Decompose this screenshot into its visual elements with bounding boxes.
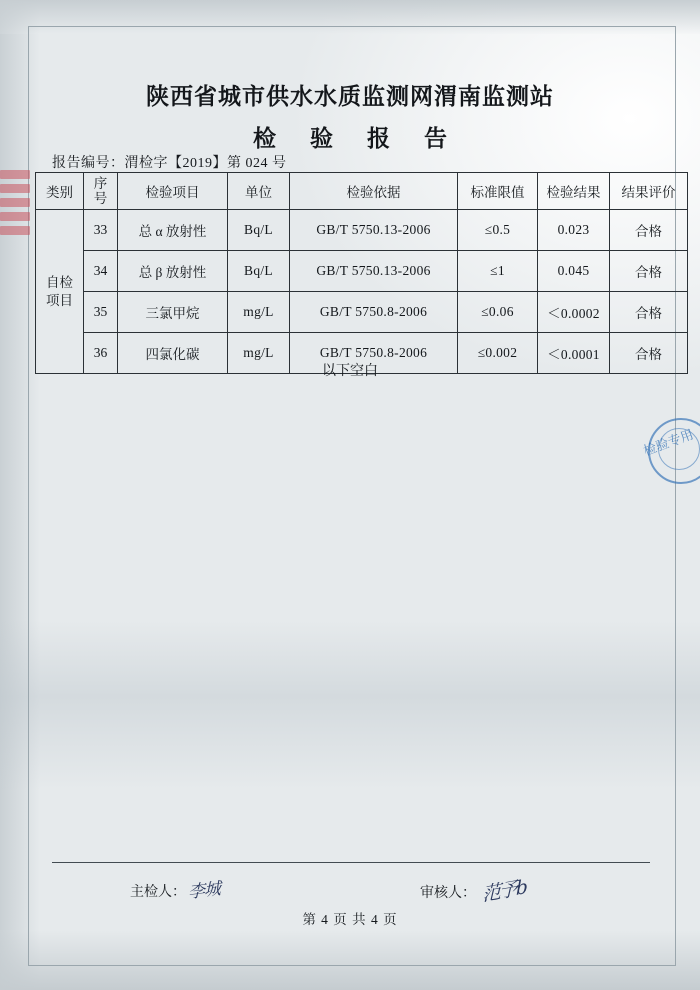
row-basis: GB/T 5750.8-2006 — [290, 333, 458, 374]
row-item: 四氯化碳 — [118, 333, 228, 374]
header-item: 检验项目 — [118, 173, 228, 210]
row-serial-no: 33 — [84, 210, 118, 251]
row-unit: mg/L — [228, 292, 290, 333]
report-number-value: 渭检字【2019】第 024 号 — [124, 156, 287, 171]
red-stamp-fragment-icon — [0, 170, 30, 242]
scan-shadow-top — [0, 0, 700, 34]
row-serial-no: 34 — [84, 251, 118, 292]
inspector-label: 主检人： — [130, 885, 186, 900]
row-unit: Bq/L — [228, 251, 290, 292]
reviewer-signature-block — [420, 876, 526, 907]
row-result: 0.045 — [538, 251, 610, 292]
row-evaluation: 合格 — [610, 292, 688, 333]
row-basis: GB/T 5750.8-2006 — [290, 292, 458, 333]
page-subtitle: 检 验 报 告 — [252, 125, 461, 152]
row-result: 0.023 — [538, 210, 610, 251]
header-serial-no: 序 号 — [84, 173, 118, 210]
header-basis: 检验依据 — [290, 173, 458, 210]
report-number — [52, 152, 287, 172]
header-unit: 单位 — [228, 173, 290, 210]
row-item: 总 α 放射性 — [118, 210, 228, 251]
row-item: 三氯甲烷 — [118, 292, 228, 333]
row-serial-no: 35 — [84, 292, 118, 333]
header-limit: 标准限值 — [458, 173, 538, 210]
row-evaluation: 合格 — [610, 210, 688, 251]
inspection-results-table — [35, 172, 688, 374]
row-limit: ≤0.002 — [458, 333, 538, 374]
reviewer-signature: 范予b — [482, 876, 526, 907]
row-limit: ≤0.06 — [458, 292, 538, 333]
row-basis: GB/T 5750.13-2006 — [290, 251, 458, 292]
category-cell: 自检 项目 — [36, 210, 84, 374]
row-unit: Bq/L — [228, 210, 290, 251]
row-limit: ≤1 — [458, 251, 538, 292]
row-result: ＜0.0001 — [538, 333, 610, 374]
table-row — [36, 292, 688, 333]
row-item: 总 β 放射性 — [118, 251, 228, 292]
signature-divider — [52, 862, 650, 863]
blank-below-note: 以下空白 — [322, 364, 378, 379]
header-category: 类别 — [36, 173, 84, 210]
reviewer-label: 审核人： — [420, 886, 476, 901]
header-result: 检验结果 — [538, 173, 610, 210]
row-limit: ≤0.5 — [458, 210, 538, 251]
row-basis: GB/T 5750.13-2006 — [290, 210, 458, 251]
scan-shadow-bottom — [0, 930, 700, 990]
table-row — [36, 251, 688, 292]
report-number-label: 报告编号： — [52, 156, 125, 171]
row-result: ＜0.0002 — [538, 292, 610, 333]
inspector-signature: 李城 — [187, 879, 221, 904]
paper-crease — [0, 620, 700, 790]
stamp-text: 检验专用 — [641, 427, 696, 460]
row-unit: mg/L — [228, 333, 290, 374]
blue-round-stamp-icon — [648, 418, 700, 484]
row-evaluation: 合格 — [610, 333, 688, 374]
header-evaluation: 结果评价 — [610, 173, 688, 210]
inspector-signature-block — [130, 876, 221, 904]
page-title: 陕西省城市供水水质监测网渭南监测站 — [146, 83, 554, 110]
row-serial-no: 36 — [84, 333, 118, 374]
table-header-row — [36, 173, 688, 210]
page-number: 第 4 页 共 4 页 — [302, 912, 398, 927]
row-evaluation: 合格 — [610, 251, 688, 292]
table-row — [36, 210, 688, 251]
